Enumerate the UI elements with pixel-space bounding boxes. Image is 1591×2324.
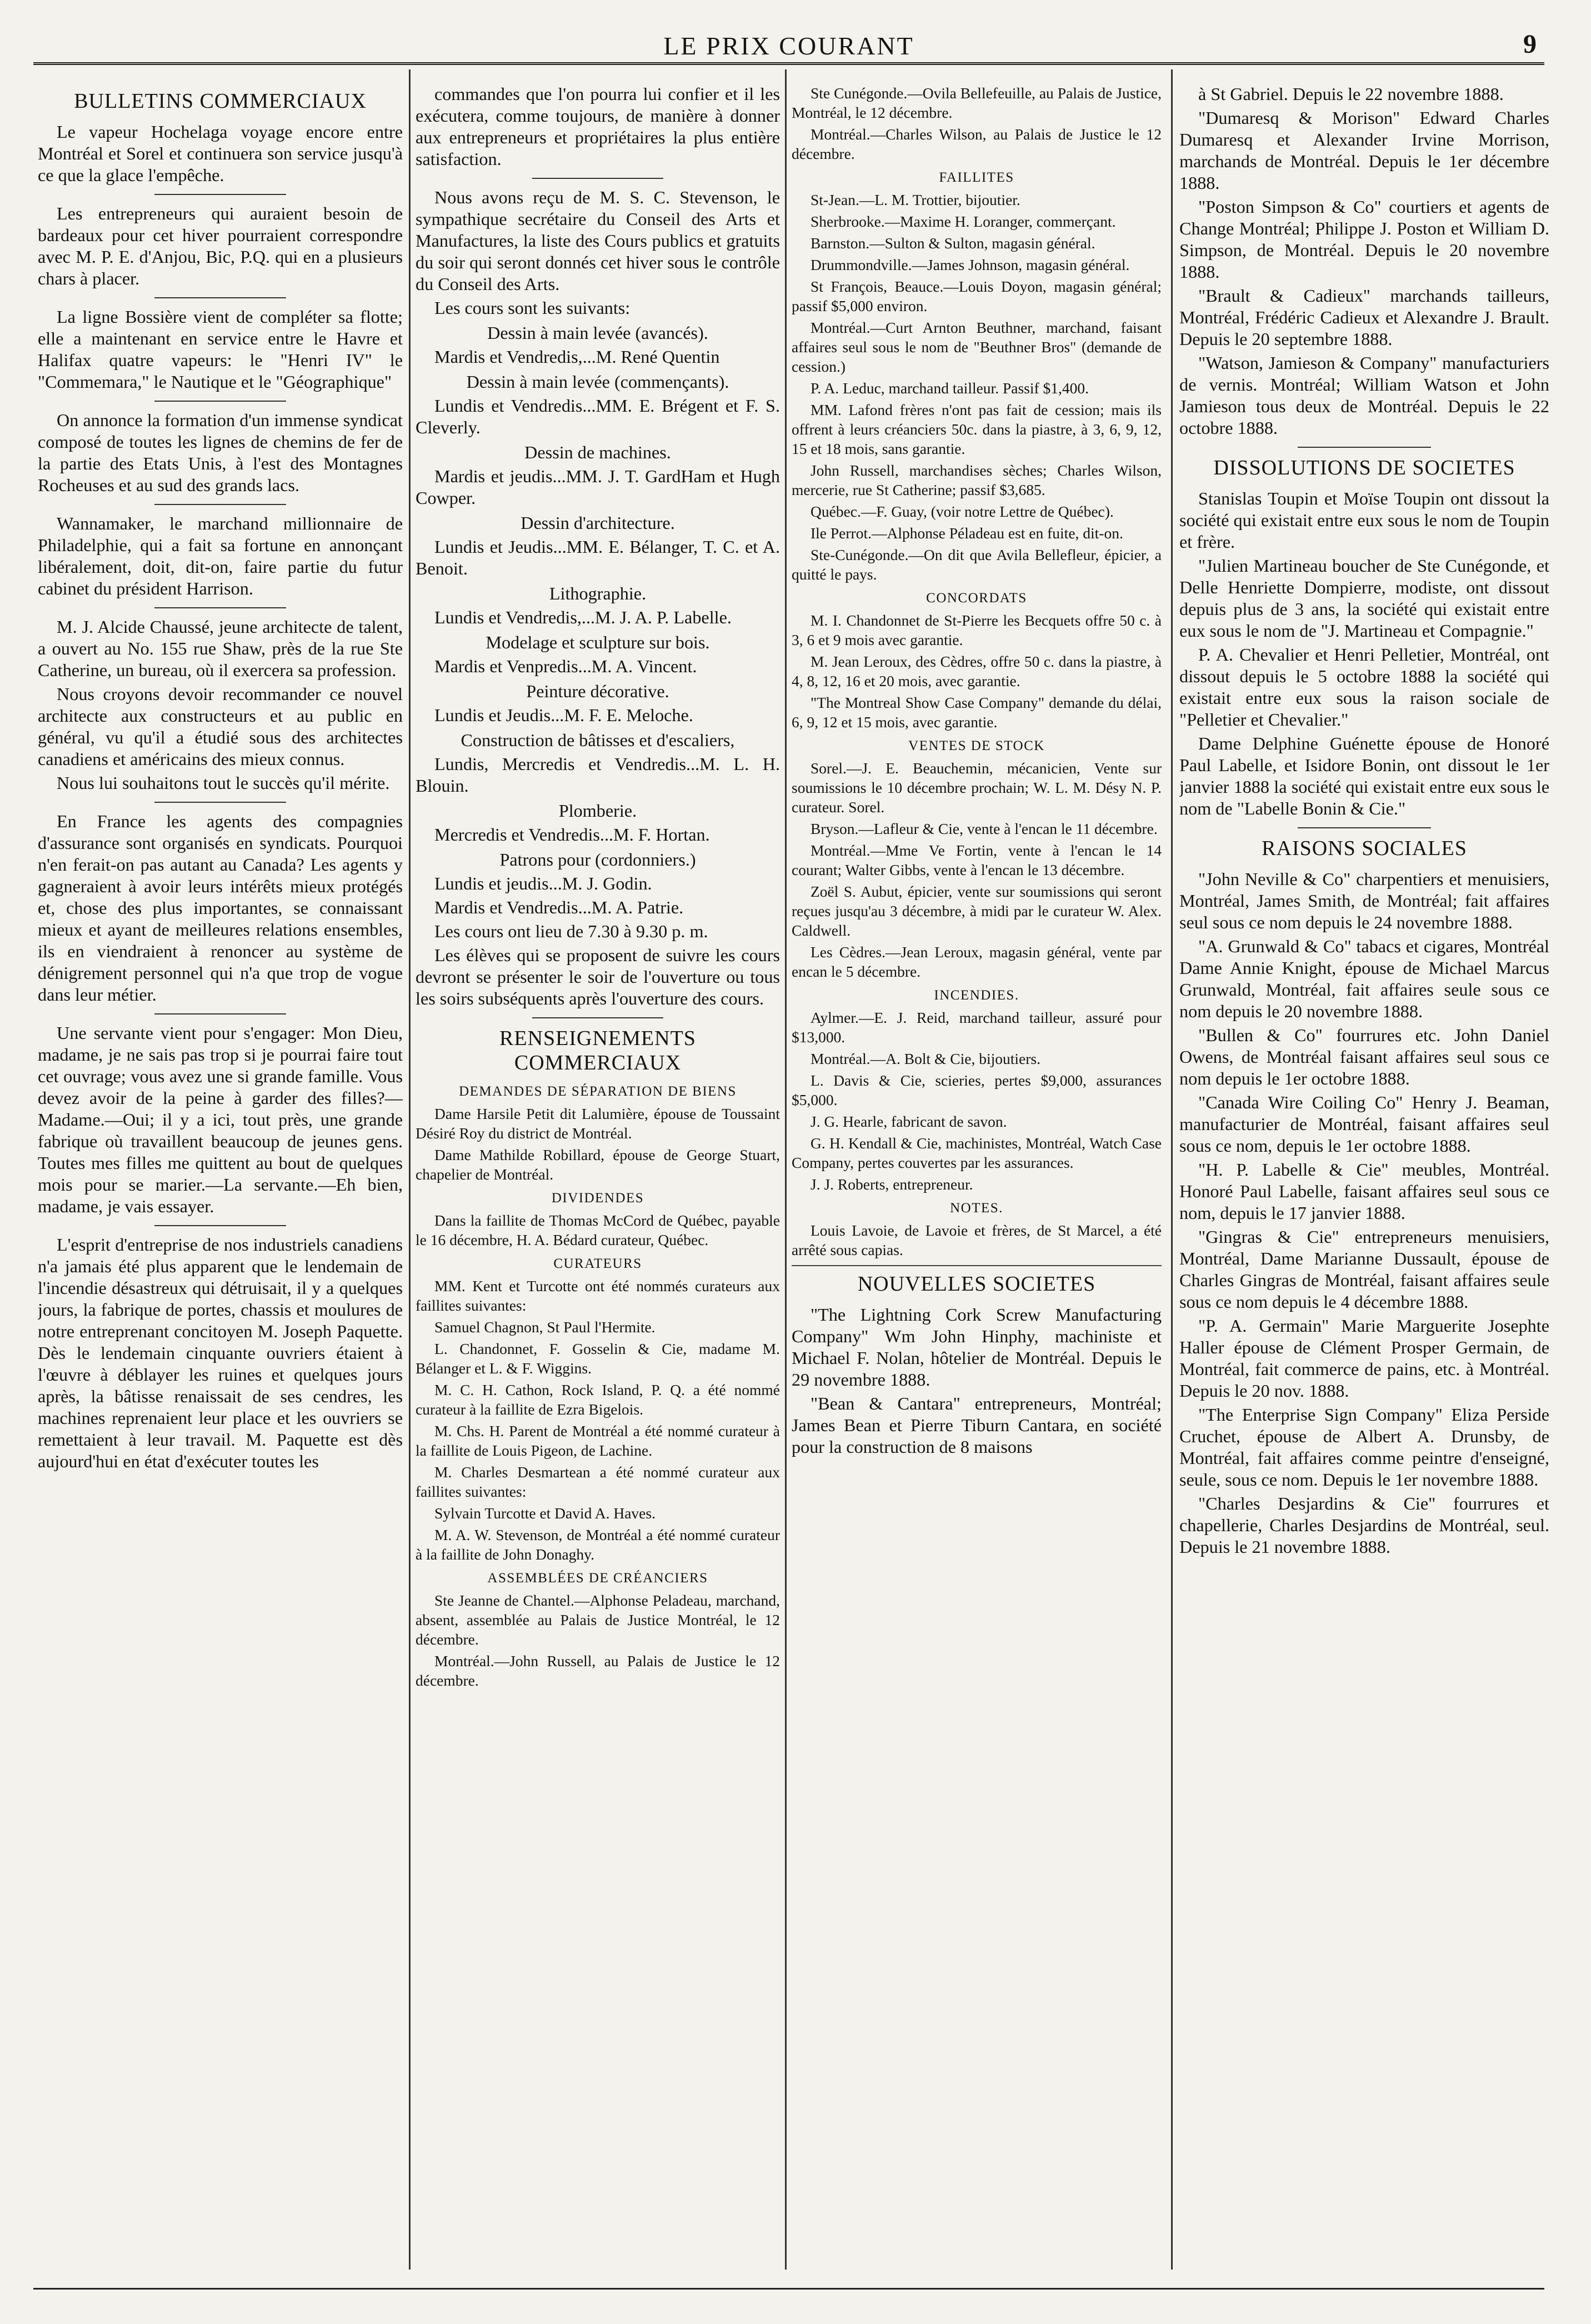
- notice-item: Québec.—F. Guay, (voir notre Lettre de Québec).: [810, 503, 1114, 520]
- subheading-curateurs: CURATEURS: [553, 1256, 642, 1271]
- article-paragraph: "Dumaresq & Morison" Edward Charles Dumaresq et Alexander Irvine Morrison, marchands de Montréal. Depuis le 1er décembre 1888.: [1179, 108, 1549, 193]
- article-paragraph: Les cours sont les suivants:: [434, 298, 631, 318]
- article-paragraph: "Canada Wire Coiling Co" Henry J. Beaman, manufacturier de Montréal, faisant affaires seul sous ce nom, depuis le 1er octobre 1888.: [1179, 1092, 1549, 1156]
- article-paragraph: Le vapeur Hochelaga voyage encore entre Montréal et Sorel et continuera son service jusqu'à ce que la glace l'empêche.: [38, 122, 403, 185]
- notice-item: P. A. Leduc, marchand tailleur. Passif $1,400.: [810, 379, 1089, 397]
- section-heading-raisons-sociales: RAISONS SOCIALES: [1262, 837, 1467, 860]
- notice-item: Montréal.—Curt Arnton Beuthner, marchand, faisant affaires seul sous le nom de "Beuthner Bros" (demande de cession.): [792, 319, 1162, 375]
- notice-item: "The Montreal Show Case Company" demande du délai, 6, 9, 12 et 15 mois, avec garantie.: [792, 694, 1162, 731]
- article-paragraph: Une servante vient pour s'engager: Mon Dieu, madame, je ne sais pas trop si je pourrai faire tout cet ouvrage; vous avez une si grande famille. Vous devez avoir de la peine à garder des filles?—Madame.—Oui; il y a ici, tout près, une grande fabrique où travaillent beaucoup de jeunes gens. Toutes mes filles me quittent au bout de quelques mois pour se marier.—La servante.—Eh bien, madame, je vais essayer.: [38, 1023, 403, 1216]
- short-rule: [154, 297, 286, 298]
- short-rule: [154, 1013, 286, 1014]
- course-title: Dessin d'architecture.: [521, 513, 675, 533]
- article-paragraph: Dame Delphine Guénette épouse de Honoré Paul Labelle, et Isidore Bonin, ont dissout le 1er janvier 1888 la société qui existait entre eux sous le nom de "Labelle Bonin & Cie.": [1179, 733, 1549, 818]
- course-schedule: Mardis et Vendredis,...M. René Quentin: [434, 347, 720, 367]
- subheading-incendies: INCENDIES.: [934, 988, 1019, 1003]
- course-schedule: Mardis et Vendredis...M. A. Patrie.: [434, 897, 684, 917]
- article-paragraph: à St Gabriel. Depuis le 22 novembre 1888.: [1198, 84, 1504, 104]
- notice-item: Ile Perrot.—Alphonse Péladeau est en fuite, dit-on.: [810, 524, 1123, 542]
- notice-item: MM. Lafond frères n'ont pas fait de cession; mais ils offrent à leurs créanciers 50c. dans la piastre, à 3, 6, 9, 12, 15 et 18 mois, sans garantie.: [792, 401, 1162, 457]
- notice-item: G. H. Kendall & Cie, machinistes, Montréal, Watch Case Company, pertes couvertes par les assurances.: [792, 1134, 1162, 1171]
- course-schedule: Lundis et Vendredis...MM. E. Brégent et F. S. Cleverly.: [416, 396, 780, 437]
- page-number: 9: [1523, 29, 1537, 59]
- article-paragraph: Les entrepreneurs qui auraient besoin de bardeaux pour cet hiver pourraient correspondre avec M. P. E. d'Anjou, Bic, P.Q. qui en a plusieurs chars à placer.: [38, 203, 403, 288]
- notice-item: J. J. Roberts, entrepreneur.: [810, 1176, 973, 1193]
- article-paragraph: Les cours ont lieu de 7.30 à 9.30 p. m.: [434, 921, 708, 941]
- notice-item: J. G. Hearle, fabricant de savon.: [810, 1113, 1007, 1130]
- column-4: [1179, 83, 1549, 2278]
- notice-item: Montréal.—Charles Wilson, au Palais de Justice le 12 décembre.: [792, 126, 1162, 162]
- notice-item: MM. Kent et Turcotte ont été nommés curateurs aux faillites suivantes:: [416, 1277, 780, 1314]
- course-schedule: Mercredis et Vendredis...M. F. Hortan.: [434, 824, 710, 844]
- notice-item: Louis Lavoie, de Lavoie et frères, de St Marcel, a été arrêté sous capias.: [792, 1222, 1162, 1258]
- article-paragraph: En France les agents des compagnies d'assurance sont organisés en syndicats. Pourquoi n'en ferait-on pas autant au Canada? Les agents y gagneraient à avoir leurs intérêts mieux protégés et, chose des plus importantes, se connaissant mieux et ayant de meilleures relations ensembles, ils en viendraient à renoncer au système de dénigrement personnel qui n'a que trop de vogue dans leur métier.: [38, 811, 403, 1004]
- notice-item: Sherbrooke.—Maxime H. Loranger, commerçant.: [810, 213, 1116, 230]
- course-schedule: Lundis, Mercredis et Vendredis...M. L. H. Blouin.: [416, 754, 780, 796]
- notice-item: Barnston.—Sulton & Sulton, magasin général.: [810, 234, 1095, 252]
- article-paragraph: "The Enterprise Sign Company" Eliza Perside Cruchet, épouse de Albert A. Drunsby, de Montréal, fait affaires comme peintre d'enseigné, seule, sous ce nom. Depuis le 1er novembre 1888.: [1179, 1405, 1549, 1490]
- article-paragraph: "Brault & Cadieux" marchands tailleurs, Montréal, Frédéric Cadieux et Alexandre J. Brault. Depuis le 20 septembre 1888.: [1179, 286, 1549, 349]
- section-heading-renseignements: RENSEIGNEMENTS COMMERCIAUX: [499, 1027, 696, 1074]
- notice-item: Montréal.—A. Bolt & Cie, bijoutiers.: [810, 1050, 1040, 1067]
- page-header: [33, 29, 1544, 65]
- article-paragraph: "Charles Desjardins & Cie" fourrures et chapellerie, Charles Desjardins de Montréal, seul. Depuis le 21 novembre 1888.: [1179, 1493, 1549, 1557]
- notice-item: Ste-Cunégonde.—On dit que Avila Bellefleur, épicier, a quitté le pays.: [792, 546, 1162, 583]
- course-schedule: Lundis et Jeudis...MM. E. Bélanger, T. C. et A. Benoit.: [416, 537, 780, 578]
- article-paragraph: La ligne Bossière vient de compléter sa flotte; elle a maintenant en service entre le Havre et Halifax quatre vapeurs: le "Henri IV" le "Commemara," le Nautique et le "Géographique": [38, 307, 403, 392]
- subheading-concordats: CONCORDATS: [926, 591, 1027, 606]
- notice-item: Bryson.—Lafleur & Cie, vente à l'encan le 11 décembre.: [810, 820, 1158, 837]
- notice-item: Dame Harsile Petit dit Lalumière, épouse de Toussaint Désiré Roy du district de Montréal.: [416, 1105, 780, 1142]
- article-paragraph: commandes que l'on pourra lui confier et il les exécutera, comme toujours, de manière à donner aux entrepreneurs et propriétaires la plus entière satisfaction.: [416, 84, 780, 169]
- short-rule: [532, 178, 663, 179]
- notice-item: Les Cèdres.—Jean Leroux, magasin général, vente par encan le 5 décembre.: [792, 943, 1162, 980]
- article-paragraph: "H. P. Labelle & Cie" meubles, Montréal. Honoré Paul Labelle, faisant affaires seul sous ce nom, depuis le 17 janvier 1888.: [1179, 1159, 1549, 1223]
- article-paragraph: Nous croyons devoir recommander ce nouvel architecte aux constructeurs et au public en général, vu qu'il a étudié sous des architectes canadiens et américains des mieux connus.: [38, 684, 403, 769]
- subheading-faillites: FAILLITES: [939, 170, 1014, 185]
- article-paragraph: M. J. Alcide Chaussé, jeune architecte de talent, a ouvert au No. 155 rue Shaw, près de la rue Ste Catherine, un bureau, où il exercera sa profession.: [38, 617, 403, 680]
- notice-item: Ste Jeanne de Chantel.—Alphonse Peladeau, marchand, absent, assemblée au Palais de Justice Montréal, le 12 décembre.: [416, 1592, 780, 1648]
- article-paragraph: Stanislas Toupin et Moïse Toupin ont dissout la société qui existait entre eux sous le nom de Toupin et frère.: [1179, 488, 1549, 552]
- subheading-separation: DEMANDES DE SÉPARATION DE BIENS: [459, 1084, 737, 1099]
- section-heading-bulletins: BULLETINS COMMERCIAUX: [74, 89, 367, 113]
- course-title: Dessin à main levée (commençants).: [466, 372, 729, 392]
- column-rule: [409, 69, 411, 2270]
- course-schedule: Mardis et jeudis...MM. J. T. GardHam et Hugh Cowper.: [416, 466, 780, 508]
- article-paragraph: "Gingras & Cie" entrepreneurs menuisiers, Montréal, Dame Marianne Dussault, épouse de Charles Gingras de Montréal, faisant affaires seule sous ce nom depuis le 4 décembre 1888.: [1179, 1227, 1549, 1312]
- article-paragraph: "Poston Simpson & Co" courtiers et agents de Change Montréal; Philippe J. Poston et William D. Simpson, de Montréal. Depuis le 20 novembre 1888.: [1179, 197, 1549, 282]
- course-title: Peinture décorative.: [526, 681, 669, 701]
- column-3: [792, 83, 1162, 2278]
- course-title: Dessin à main levée (avancés).: [487, 323, 708, 343]
- short-rule: [154, 504, 286, 505]
- section-heading-dissolutions: DISSOLUTIONS DE SOCIETES: [1213, 456, 1515, 479]
- short-rule: [154, 607, 286, 608]
- article-paragraph: P. A. Chevalier et Henri Pelletier, Montréal, ont dissout depuis le 5 octobre 1888 la société qui existait entre eux sous la raison sociale de "Pelletier et Chevalier.": [1179, 644, 1549, 729]
- course-schedule: Lundis et Jeudis...M. F. E. Meloche.: [434, 705, 693, 725]
- notice-item: M. A. W. Stevenson, de Montréal a été nommé curateur à la faillite de John Donaghy.: [416, 1526, 780, 1563]
- course-title: Construction de bâtisses et d'escaliers,: [461, 730, 735, 750]
- notice-item: Samuel Chagnon, St Paul l'Hermite.: [434, 1318, 656, 1336]
- subheading-assemblees: ASSEMBLÉES DE CRÉANCIERS: [487, 1571, 708, 1586]
- course-schedule: Lundis et Vendredis,...M. J. A. P. Labelle.: [434, 607, 732, 627]
- article-paragraph: "Watson, Jamieson & Company" manufacturiers de vernis. Montréal; William Watson et John Jamieson tous deux de Montréal. Depuis le 22 octobre 1888.: [1179, 353, 1549, 438]
- notice-item: Sorel.—J. E. Beauchemin, mécanicien, Vente sur soumissions le 10 décembre prochain; W. L. M. Désy N. P. curateur. Sorel.: [792, 759, 1162, 816]
- article-paragraph: Les élèves qui se proposent de suivre les cours devront se présenter le soir de l'ouverture ou tous les soirs subséquents après l'ouverture des cours.: [416, 945, 780, 1008]
- course-title: Dessin de machines.: [524, 442, 671, 462]
- notice-item: M. C. H. Cathon, Rock Island, P. Q. a été nommé curateur à la faillite de Ezra Bigelois.: [416, 1381, 780, 1418]
- column-1: [38, 83, 403, 2278]
- section-heading-nouvelles-societes: NOUVELLES SOCIETES: [857, 1272, 1096, 1296]
- notice-item: L. Chandonnet, F. Gosselin & Cie, madame M. Bélanger et L. & F. Wiggins.: [416, 1340, 780, 1377]
- notice-item: Dame Mathilde Robillard, épouse de George Stuart, chapelier de Montréal.: [416, 1146, 780, 1183]
- article-paragraph: "John Neville & Co" charpentiers et menuisiers, Montréal, James Smith, de Montréal; fait affaires seul sous ce nom depuis le 24 novembre 1888.: [1179, 869, 1549, 932]
- notice-item: M. Chs. H. Parent de Montréal a été nommé curateur à la faillite de Louis Pigeon, de Lachine.: [416, 1422, 780, 1459]
- short-rule: [1298, 827, 1431, 828]
- article-paragraph: Nous lui souhaitons tout le succès qu'il mérite.: [57, 773, 390, 793]
- article-paragraph: "Bean & Cantara" entrepreneurs, Montréal; James Bean et Pierre Tiburn Cantara, en société pour la construction de 8 maisons: [792, 1393, 1162, 1457]
- notice-item: L. Davis & Cie, scieries, pertes $9,000, assurances $5,000.: [792, 1072, 1162, 1108]
- subheading-notes: NOTES.: [950, 1201, 1003, 1216]
- short-rule: [1298, 447, 1431, 448]
- notice-item: M. I. Chandonnet de St-Pierre les Becquets offre 50 c. à 3, 6 et 9 mois avec garantie.: [792, 612, 1162, 648]
- column-rule: [785, 69, 787, 2270]
- column-rule: [1171, 69, 1173, 2270]
- notice-item: Zoël S. Aubut, épicier, vente sur soumissions qui seront reçues jusqu'au 3 décembre, à midi par le curateur W. Alex. Caldwell.: [792, 883, 1162, 939]
- section-rule: [792, 1265, 1162, 1266]
- article-paragraph: "Julien Martineau boucher de Ste Cunégonde, et Delle Henriette Dompierre, modiste, ont dissout depuis plus de 3 ans, la société qui existait entre eux sous le nom de "J. Martineau et Compagnie.": [1179, 556, 1549, 641]
- notice-item: St-Jean.—L. M. Trottier, bijoutier.: [810, 191, 1020, 208]
- article-paragraph: On annonce la formation d'un immense syndicat composé de toutes les lignes de chemins de fer de la partie des Etats Unis, à l'est des Montagnes Rocheuses et au sud des grands lacs.: [38, 410, 403, 495]
- article-paragraph: "A. Grunwald & Co" tabacs et cigares, Montréal Dame Annie Knight, épouse de Michael Marcus Grunwald, Montréal, fait affaires seule sous ce nom depuis le 20 novembre 1888.: [1179, 936, 1549, 1021]
- article-paragraph: L'esprit d'entreprise de nos industriels canadiens n'a jamais été plus apparent que le lendemain de l'incendie désastreux qui détruisait, il y a quelques jours, la fabrique de portes, chassis et moulures de notre entreprenant concitoyen M. Joseph Paquette. Dès le lendemain cinquante ouvriers étaient à l'œuvre à déblayer les ruines et quelques jours après, la bâtisse renaissait de ses cendres, les machines reprenaient leur place et les ouvriers se remettaient à leur travail. M. Paquette est dès aujourd'hui en état d'exécuter toutes les: [38, 1235, 403, 1471]
- short-rule: [154, 401, 286, 402]
- short-rule: [154, 802, 286, 803]
- article-paragraph: "Bullen & Co" fourrures etc. John Daniel Owens, de Montréal faisant affaires seul sous ce nom depuis le 1er octobre 1888.: [1179, 1025, 1549, 1088]
- notice-item: Drummondville.—James Johnson, magasin général.: [810, 256, 1130, 273]
- notice-item: Montréal.—John Russell, au Palais de Justice le 12 décembre.: [416, 1652, 780, 1689]
- article-paragraph: "P. A. Germain" Marie Marguerite Josephte Haller épouse de Clément Prosper Germain, de Montréal, fait commerce de pains, etc. à Montréal. Depuis le 20 nov. 1888.: [1179, 1316, 1549, 1401]
- short-rule: [532, 1017, 663, 1018]
- page-bottom-rule: [33, 2288, 1544, 2290]
- article-paragraph: Nous avons reçu de M. S. C. Stevenson, le sympathique secrétaire du Conseil des Arts et Manufactures, la liste des Cours publics et gratuits du soir qui seront donnés cet hiver sous le contrôle du Conseil des Arts.: [416, 187, 780, 294]
- short-rule: [154, 194, 286, 195]
- notice-item: M. Charles Desmartean a été nommé curateur aux faillites suivantes:: [416, 1463, 780, 1500]
- notice-item: John Russell, marchandises sèches; Charles Wilson, mercerie, rue St Catherine; passif $3,685.: [792, 462, 1162, 498]
- publication-title: LE PRIX COURANT: [663, 32, 914, 60]
- subheading-dividendes: DIVIDENDES: [551, 1191, 644, 1206]
- notice-item: Sylvain Turcotte et David A. Haves.: [434, 1505, 656, 1522]
- course-title: Plomberie.: [558, 801, 637, 821]
- course-title: Patrons pour (cordonniers.): [499, 849, 696, 869]
- article-paragraph: "The Lightning Cork Screw Manufacturing Company" Wm John Hinphy, machiniste et Michael F. Nolan, hôtelier de Montréal. Depuis le 29 novembre 1888.: [792, 1305, 1162, 1390]
- notice-item: Aylmer.—E. J. Reid, marchand tailleur, assuré pour $13,000.: [792, 1009, 1162, 1046]
- notice-item: M. Jean Leroux, des Cèdres, offre 50 c. dans la piastre, à 4, 8, 12, 16 et 20 mois, avec garantie.: [792, 653, 1162, 689]
- course-schedule: Mardis et Venpredis...M. A. Vincent.: [434, 656, 697, 676]
- notice-item: St François, Beauce.—Louis Doyon, magasin général; passif $5,000 environ.: [792, 278, 1162, 314]
- column-2: [416, 83, 780, 2278]
- course-schedule: Lundis et jeudis...M. J. Godin.: [434, 873, 652, 893]
- course-title: Modelage et sculpture sur bois.: [486, 632, 710, 652]
- notice-item: Ste Cunégonde.—Ovila Bellefeuille, au Palais de Justice, Montréal, le 12 décembre.: [792, 84, 1162, 121]
- subheading-ventes: VENTES DE STOCK: [908, 738, 1045, 753]
- course-title: Lithographie.: [549, 583, 647, 603]
- notice-item: Dans la faillite de Thomas McCord de Québec, payable le 16 décembre, H. A. Bédard curateur, Québec.: [416, 1212, 780, 1248]
- notice-item: Montréal.—Mme Ve Fortin, vente à l'encan le 14 courant; Walter Gibbs, vente à l'encan le 13 décembre.: [792, 842, 1162, 878]
- short-rule: [154, 1225, 286, 1226]
- article-paragraph: Wannamaker, le marchand millionnaire de Philadelphie, qui a fait sa fortune en annonçant libéralement, doit, dit-on, faire partie du futur cabinet du président Harrison.: [38, 513, 403, 598]
